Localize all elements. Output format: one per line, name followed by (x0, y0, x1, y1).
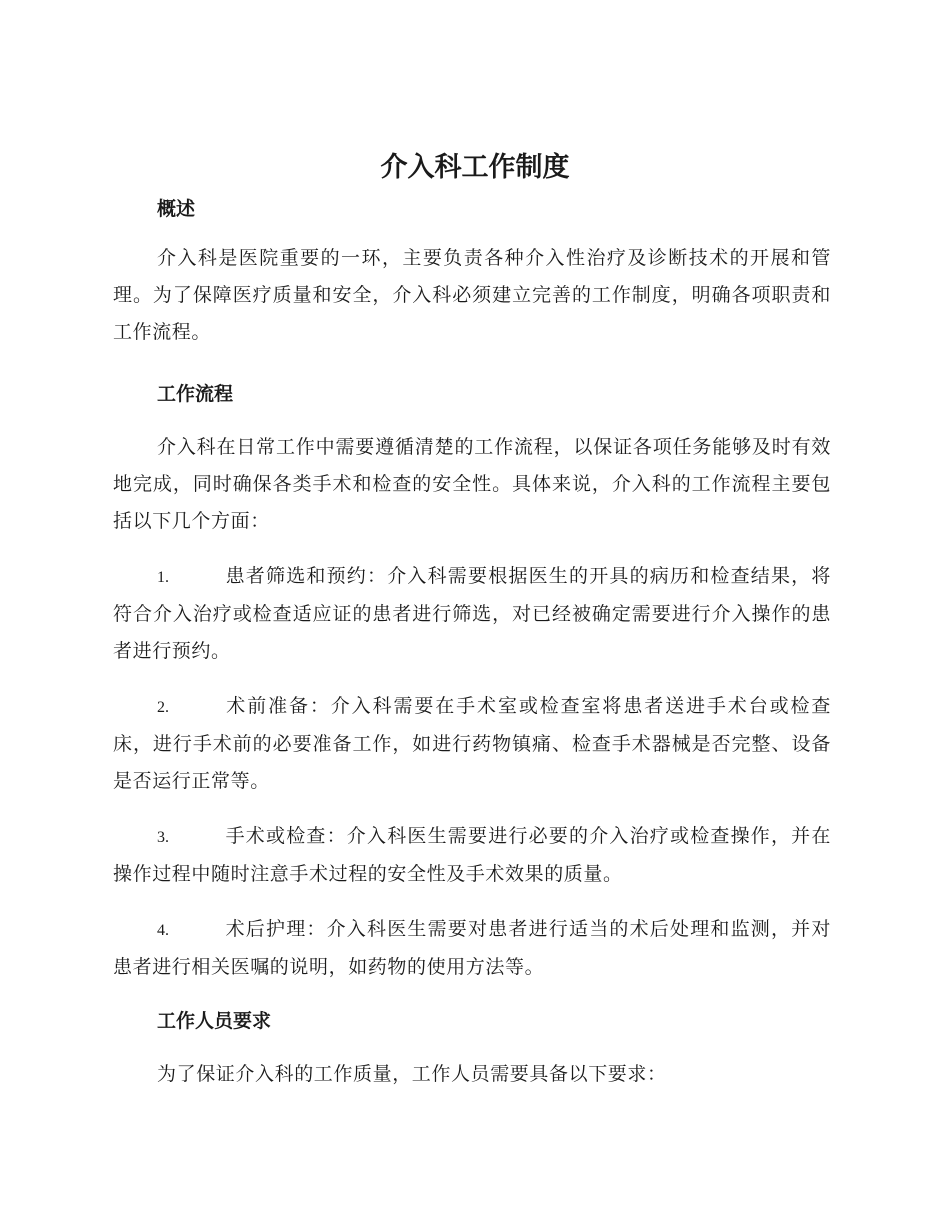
list-item (113, 818, 831, 893)
list-item-text: 术前准备：介入科需要在手术室或检查室将患者送进手术台或检查床，进行手术前的必要准备工作，如进行药物镇痛、检查手术器械是否完整、设备是否运行正常等。 (113, 695, 831, 792)
list-item-text: 术后护理：介入科医生需要对患者进行适当的术后处理和监测，并对患者进行相关医嘱的说明，如药物的使用方法等。 (113, 918, 831, 978)
list-item-text: 手术或检查：介入科医生需要进行必要的介入治疗或检查操作，并在操作过程中随时注意手术过程的安全性及手术效果的质量。 (113, 825, 831, 885)
document-title: 介入科工作制度 (380, 152, 570, 183)
staff-paragraph: 为了保证介入科的工作质量，工作人员需要具备以下要求： (157, 1063, 667, 1085)
list-item-number: 2. (157, 699, 169, 716)
list-item (113, 911, 831, 986)
document-body (113, 192, 831, 1093)
workflow-paragraph: 介入科在日常工作中需要遵循清楚的工作流程，以保证各项任务能够及时有效地完成，同时确保各类手术和检查的安全性。具体来说，介入科的工作流程主要包括以下几个方面： (113, 436, 831, 532)
section-heading-staff: 工作人员要求 (157, 1010, 272, 1032)
list-item-number: 3. (157, 829, 169, 846)
list-item (113, 558, 831, 670)
section-heading-overview: 概述 (157, 198, 196, 220)
overview-paragraph: 介入科是医院重要的一环，主要负责各种介入性治疗及诊断技术的开展和管理。为了保障医疗质量和安全，介入科必须建立完善的工作制度，明确各项职责和工作流程。 (113, 247, 831, 343)
list-item-number: 1. (157, 569, 169, 586)
section-heading-workflow: 工作流程 (157, 383, 234, 405)
list-item-text: 患者筛选和预约：介入科需要根据医生的开具的病历和检查结果，将符合介入治疗或检查适应证的患者进行筛选，对已经被确定需要进行介入操作的患者进行预约。 (113, 565, 831, 662)
list-item (113, 688, 831, 800)
list-item-number: 4. (157, 922, 169, 939)
